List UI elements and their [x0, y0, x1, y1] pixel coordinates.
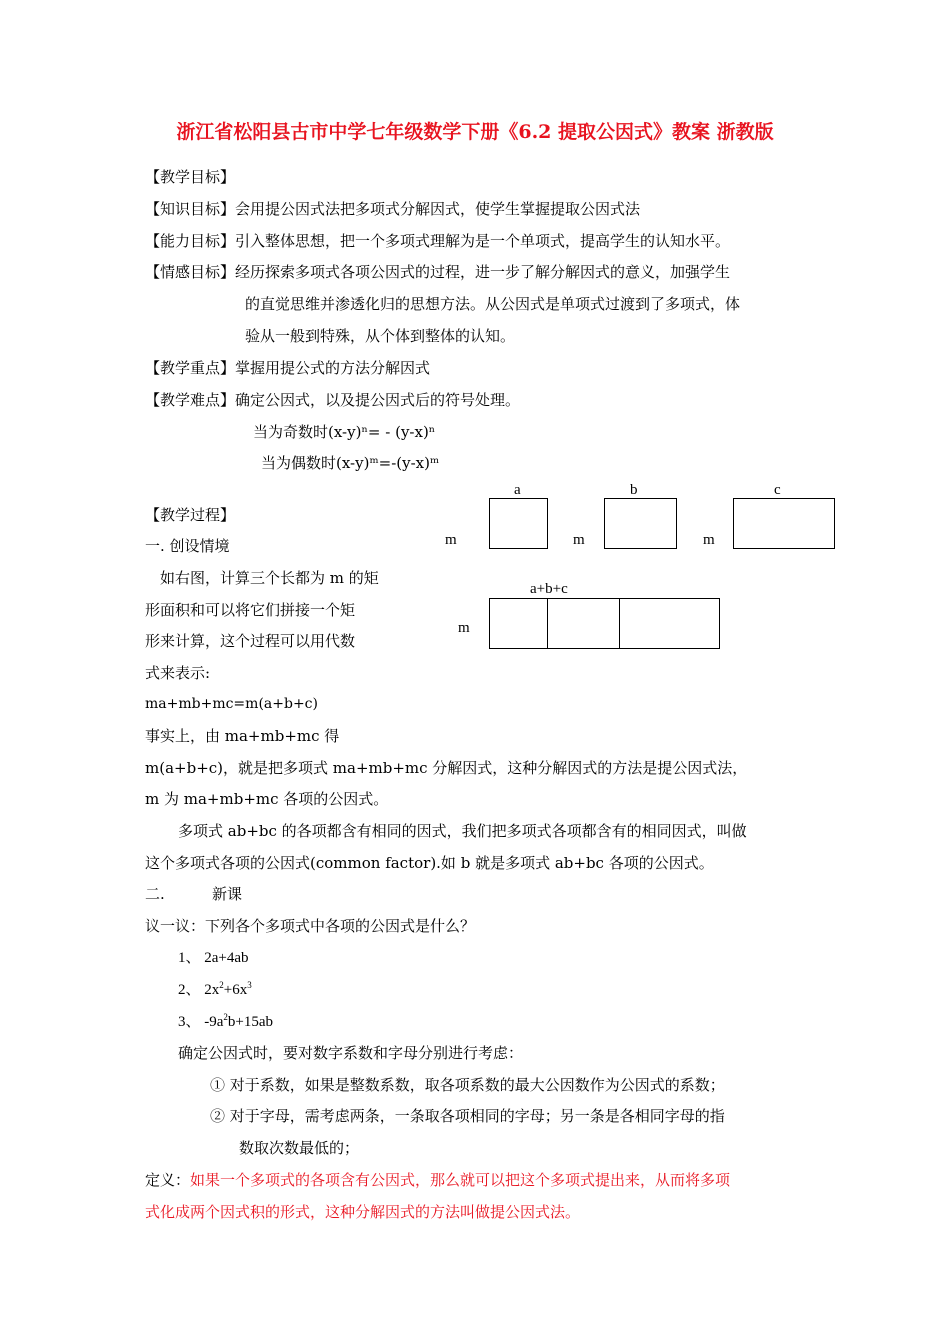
exercise-2-exp1: 2: [219, 980, 224, 990]
exercise-3: [178, 1012, 274, 1030]
rectangle-ma: [489, 498, 548, 549]
label-m-1: m: [445, 532, 457, 548]
definition-label: 定义：: [145, 1171, 191, 1189]
emotion-goal-line3: 验从一般到特殊，从个体到整体的认知。: [245, 327, 516, 345]
label-a: a: [514, 482, 521, 498]
label-m-3: m: [703, 532, 715, 548]
key-point: [145, 361, 430, 376]
difficulty-label: 【教学难点】: [145, 391, 236, 409]
section-1-heading: 一. 创设情境: [145, 537, 230, 555]
exercise-2: [178, 980, 252, 998]
label-m-2: m: [573, 532, 585, 548]
exercise-2-pre: 2、 2x: [178, 982, 220, 998]
section-2-heading: 新课: [212, 885, 243, 903]
divider-1: [547, 598, 548, 649]
area-formula: ma+mb+mc=m(a+b+c): [145, 696, 318, 712]
emotion-goal-line1: 经历探索多项式各项公因式的过程，进一步了解分解因式的意义，加强学生: [235, 263, 731, 281]
exercise-3-pre: 3、 -9a: [178, 1014, 224, 1030]
intro-line-2: 形面积和可以将它们拼接一个矩: [145, 601, 356, 619]
intro-line-3: 形来计算，这个过程可以用代数: [145, 632, 356, 650]
key-point-label: 【教学重点】: [145, 359, 236, 377]
emotion-goal-line2: 的直觉思维并渗透化归的思想方法。从公因式是单项式过渡到了多项式，体: [245, 295, 741, 313]
difficulty-text: 确定公因式，以及提公因式后的符号处理。: [235, 391, 521, 409]
rectangle-mc: [733, 498, 835, 549]
determine-intro: 确定公因式时，要对数字系数和字母分别进行考虑：: [178, 1044, 524, 1062]
exercise-2-exp2: 3: [247, 980, 252, 990]
common-factor-para-line-1: 多项式 ab+bc 的各项都含有相同的因式，我们把多项式各项都含有的相同因式，叫做: [178, 822, 747, 840]
emotion-goal: [145, 265, 730, 280]
knowledge-goal-label: 【知识目标】: [145, 200, 236, 218]
knowledge-goal-text: 会用提公因式法把多项式分解因式，使学生掌握提取公因式法: [235, 200, 641, 218]
ability-goal: [145, 234, 730, 249]
intro-line-4: 式来表示:: [145, 664, 211, 682]
knowledge-goal: [145, 202, 640, 217]
difficulty: [145, 393, 520, 408]
ability-goal-text: 引入整体思想，把一个多项式理解为是一个单项式，提高学生的认知水平。: [235, 232, 731, 250]
exercise-1: 1、 2a+4ab: [178, 950, 249, 966]
even-case: 当为偶数时(x-y)ᵐ=-(y-x)ᵐ: [261, 454, 440, 472]
rectangle-mb: [604, 498, 677, 549]
fact-line-1: 事实上，由 ma+mb+mc 得: [145, 727, 340, 745]
exercise-2-mid: +6x: [223, 982, 248, 998]
label-c: c: [774, 482, 781, 498]
rule-2-line-1: ② 对于字母，需考虑两条，一条取各项相同的字母；另一条是各相同字母的指: [210, 1107, 725, 1125]
definition-line-2: 式化成两个因式积的形式，这种分解因式的方法叫做提公因式法。: [145, 1203, 581, 1221]
goals-heading: 【教学目标】: [145, 168, 236, 186]
odd-case: 当为奇数时(x-y)ⁿ= - (y-x)ⁿ: [253, 423, 436, 441]
intro-line-1: 如右图，计算三个长都为 m 的矩: [160, 569, 379, 587]
document-title: 浙江省松阳县古市中学七年级数学下册《6.2 提取公因式》教案 浙教版: [176, 121, 774, 143]
key-point-text: 掌握用提公式的方法分解因式: [235, 359, 431, 377]
section-2-number: 二.: [145, 885, 165, 903]
emotion-goal-label: 【情感目标】: [145, 263, 236, 281]
label-a-plus-b-plus-c: a+b+c: [530, 581, 568, 597]
discuss-prompt: 议一议：下列各个多项式中各项的公因式是什么？: [145, 917, 476, 935]
common-factor-para-line-2: 这个多项式各项的公因式(common factor).如 b 就是多项式 ab+bc 各项的公因式。: [145, 854, 714, 872]
exercise-3-post: b+15ab: [227, 1014, 274, 1030]
process-heading: 【教学过程】: [145, 506, 236, 524]
exercise-3-exp: 2: [223, 1012, 228, 1022]
fact-line-3: m 为 ma+mb+mc 各项的公因式。: [145, 790, 389, 808]
label-m-combined: m: [458, 620, 470, 636]
combined-rectangle: [489, 598, 720, 649]
definition: [145, 1173, 730, 1188]
rule-1: ① 对于系数，如果是整数系数，取各项系数的最大公因数作为公因式的系数；: [210, 1076, 725, 1094]
ability-goal-label: 【能力目标】: [145, 232, 236, 250]
label-b: b: [630, 482, 638, 498]
fact-line-2: m(a+b+c)，就是把多项式 ma+mb+mc 分解因式，这种分解因式的方法是提公因式法，: [145, 759, 748, 777]
divider-2: [619, 598, 620, 649]
definition-line-1: 如果一个多项式的各项含有公因式，那么就可以把这个多项式提出来，从而将多项: [190, 1171, 731, 1189]
rule-2-line-2: 数取次数最低的；: [239, 1139, 360, 1157]
